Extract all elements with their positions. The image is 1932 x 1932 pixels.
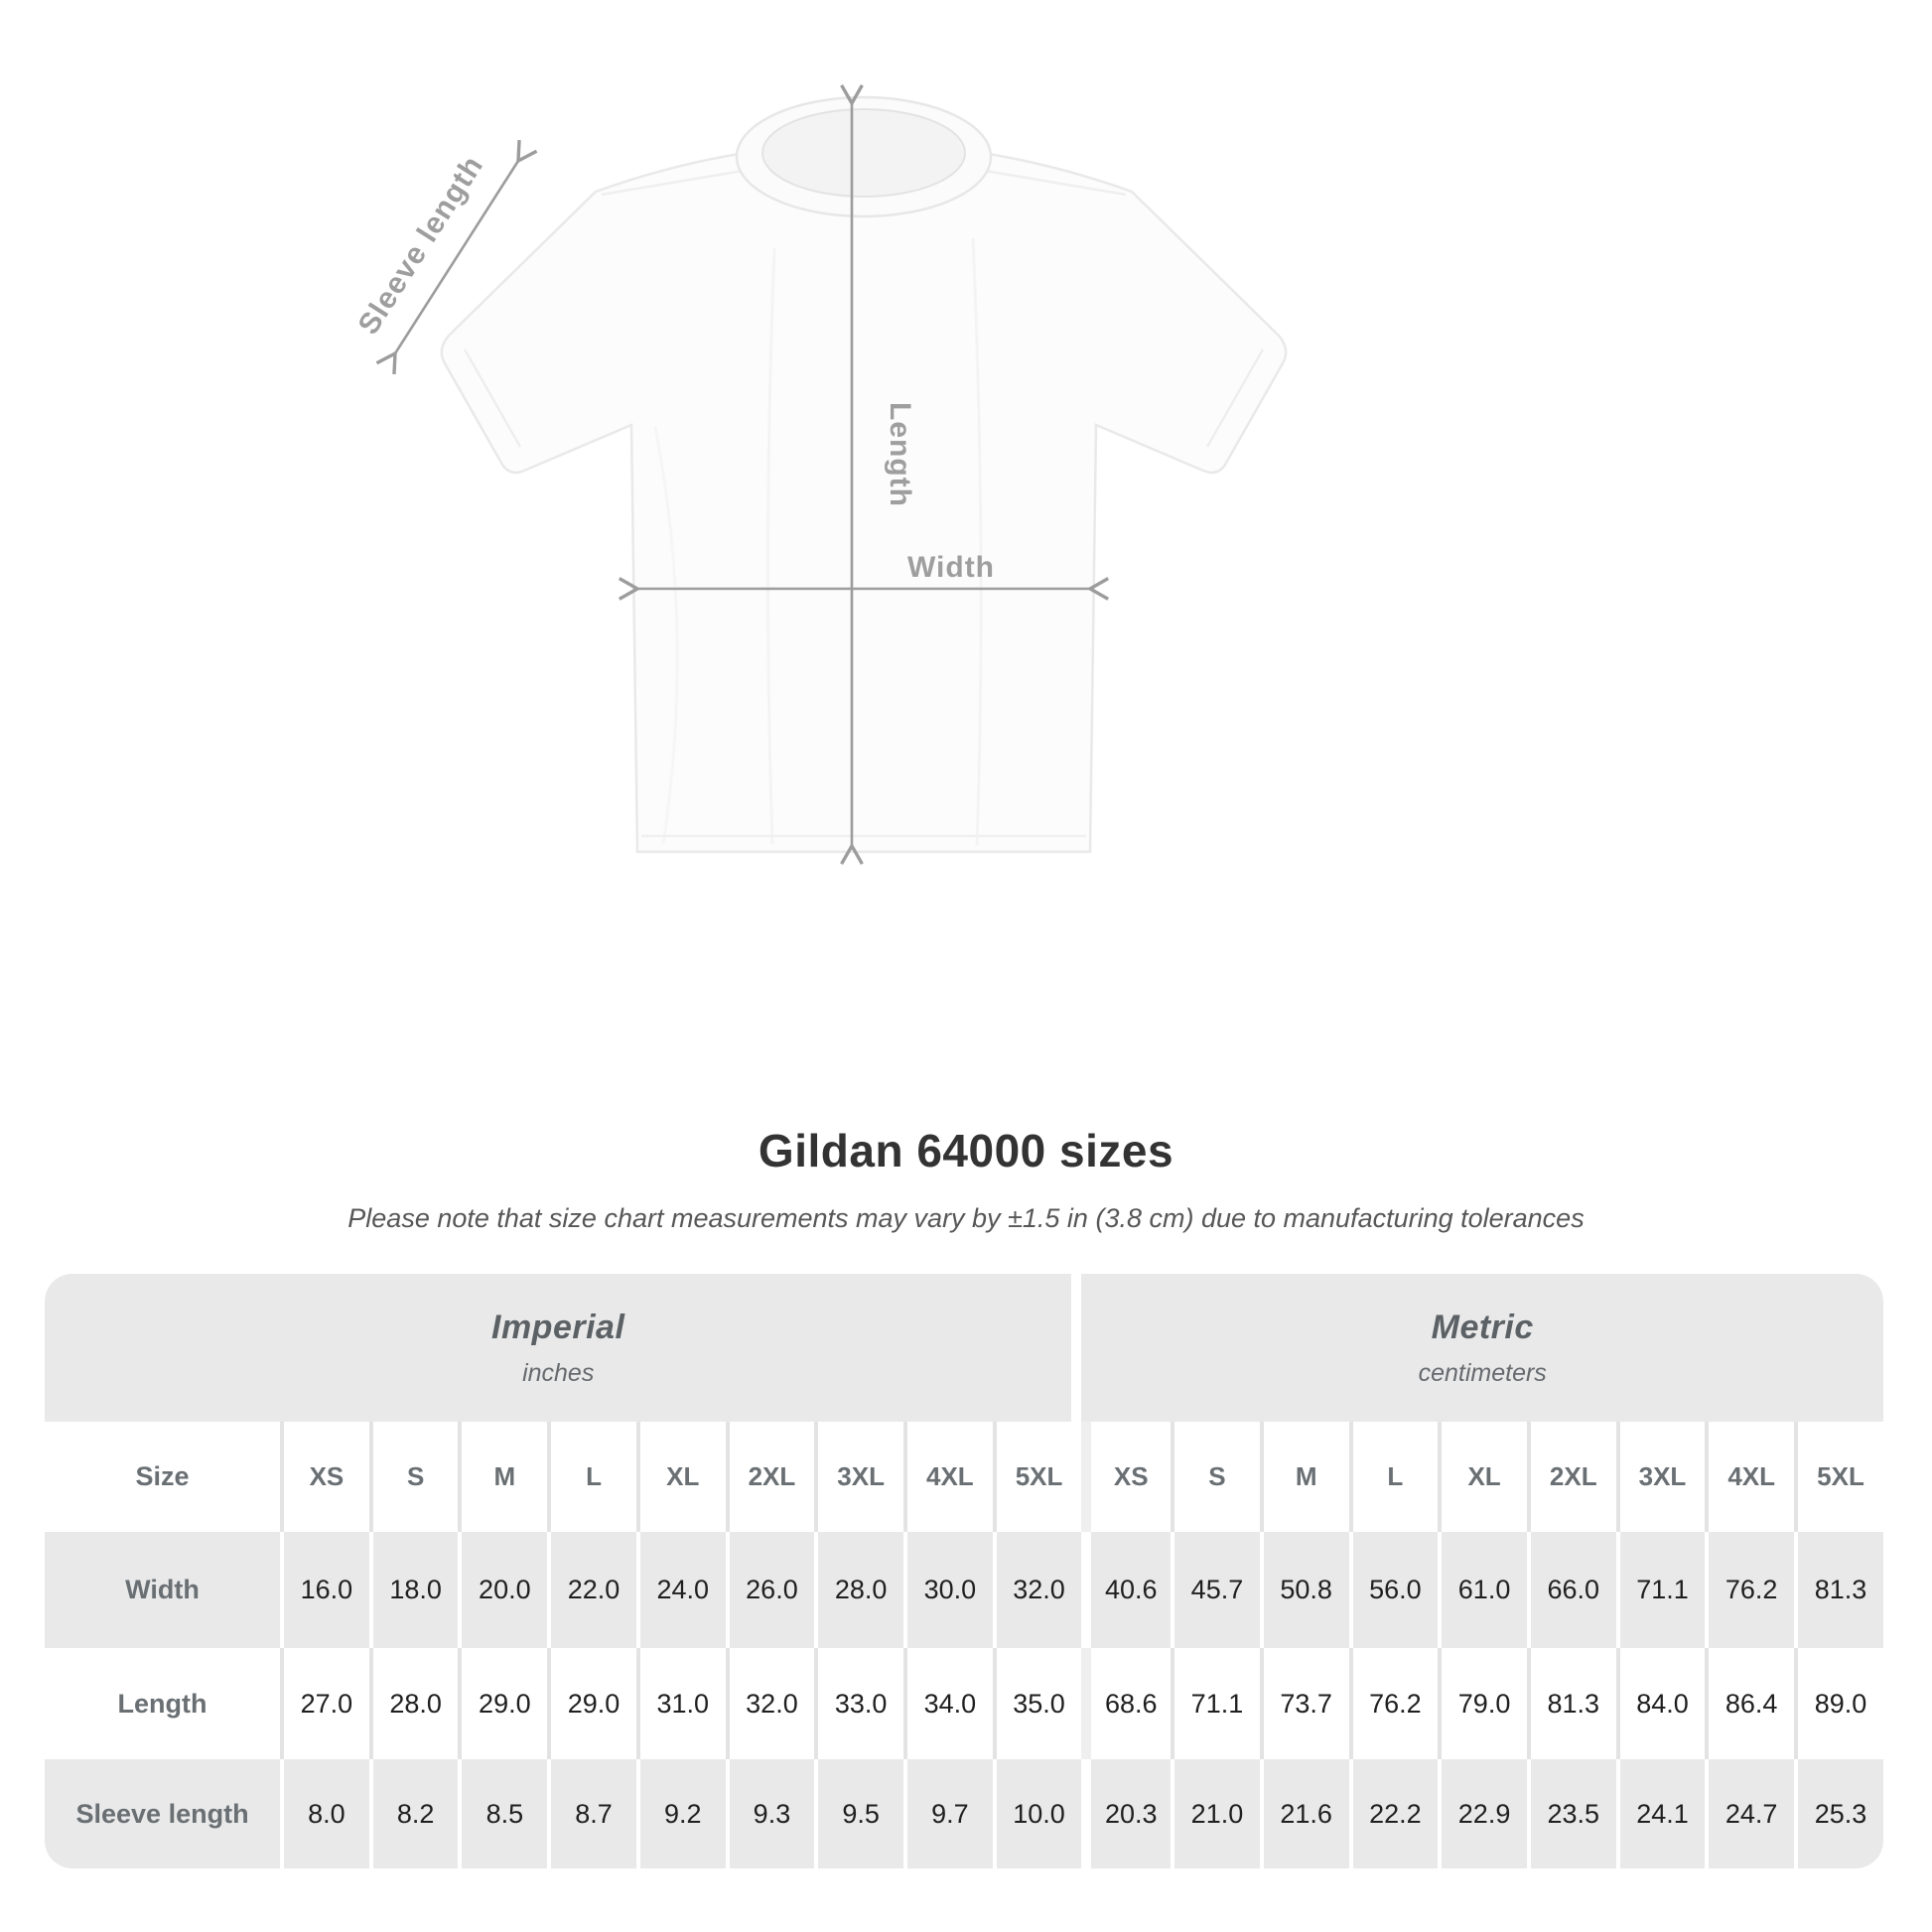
width-value: 76.2 [1705, 1532, 1794, 1648]
size-corner-label: Size [45, 1422, 280, 1532]
sleeve-value: 9.2 [636, 1759, 726, 1868]
imperial-title: Imperial [491, 1308, 625, 1346]
length-value: 35.0 [993, 1648, 1082, 1759]
length-value: 79.0 [1438, 1648, 1527, 1759]
length-value: 34.0 [903, 1648, 993, 1759]
width-value: 40.6 [1081, 1532, 1171, 1648]
size-col-header: L [547, 1422, 636, 1532]
length-value: 89.0 [1794, 1648, 1883, 1759]
size-col-header: XS [1081, 1422, 1171, 1532]
width-value: 30.0 [903, 1532, 993, 1648]
width-value: 56.0 [1349, 1532, 1439, 1648]
width-value: 26.0 [726, 1532, 815, 1648]
length-value: 28.0 [369, 1648, 459, 1759]
size-col-header: 4XL [903, 1422, 993, 1532]
row-label-length: Length [45, 1648, 280, 1759]
tshirt-illustration [442, 97, 1286, 852]
size-col-header: XL [636, 1422, 726, 1532]
size-col-header: XS [280, 1422, 369, 1532]
sleeve-length-label: Sleeve length [351, 149, 490, 341]
imperial-header [45, 1274, 1081, 1422]
width-value: 50.8 [1260, 1532, 1349, 1648]
row-label-sleeve-length: Sleeve length [45, 1759, 280, 1868]
length-label: Length [884, 402, 916, 507]
sleeve-value: 10.0 [993, 1759, 1082, 1868]
width-label: Width [906, 551, 996, 584]
imperial-subtitle: inches [522, 1358, 595, 1387]
size-col-header: 5XL [1794, 1422, 1883, 1532]
metric-title: Metric [1431, 1308, 1534, 1346]
size-header-row [45, 1422, 1883, 1532]
sleeve-value: 8.7 [547, 1759, 636, 1868]
metric-subtitle: centimeters [1418, 1358, 1547, 1387]
size-col-header: S [369, 1422, 459, 1532]
width-row [45, 1532, 1883, 1648]
sleeve-value: 25.3 [1794, 1759, 1883, 1868]
size-col-header: S [1171, 1422, 1260, 1532]
sleeve-value: 8.0 [280, 1759, 369, 1868]
size-col-header: 2XL [1527, 1422, 1616, 1532]
size-col-header: XL [1438, 1422, 1527, 1532]
length-value: 71.1 [1171, 1648, 1260, 1759]
width-value: 71.1 [1616, 1532, 1706, 1648]
size-col-header: M [458, 1422, 547, 1532]
sleeve-value: 8.2 [369, 1759, 459, 1868]
sleeve-value: 24.7 [1705, 1759, 1794, 1868]
size-col-header: L [1349, 1422, 1439, 1532]
width-value: 22.0 [547, 1532, 636, 1648]
tolerance-note: Please note that size chart measurements may vary by ±1.5 in (3.8 cm) due to manufacturing tolerances [347, 1203, 1585, 1233]
sleeve-value: 21.6 [1260, 1759, 1349, 1868]
size-col-header: 3XL [814, 1422, 903, 1532]
row-label-width: Width [45, 1532, 280, 1648]
width-value: 45.7 [1171, 1532, 1260, 1648]
width-value: 20.0 [458, 1532, 547, 1648]
sleeve-value: 9.5 [814, 1759, 903, 1868]
length-value: 86.4 [1705, 1648, 1794, 1759]
size-table [45, 1274, 1883, 1868]
size-col-header: 4XL [1705, 1422, 1794, 1532]
length-value: 33.0 [814, 1648, 903, 1759]
width-value: 61.0 [1438, 1532, 1527, 1648]
collar-opening [762, 109, 965, 197]
size-col-header: 2XL [726, 1422, 815, 1532]
tshirt-body [442, 144, 1286, 853]
length-value: 29.0 [458, 1648, 547, 1759]
sleeve-value: 21.0 [1171, 1759, 1260, 1868]
sleeve-length-row [45, 1759, 1883, 1868]
length-value: 81.3 [1527, 1648, 1616, 1759]
length-value: 27.0 [280, 1648, 369, 1759]
sleeve-value: 8.5 [458, 1759, 547, 1868]
width-value: 81.3 [1794, 1532, 1883, 1648]
length-row [45, 1648, 1883, 1759]
unit-header-row [45, 1274, 1883, 1422]
sleeve-value: 20.3 [1081, 1759, 1171, 1868]
metric-header [1081, 1274, 1883, 1422]
length-value: 76.2 [1349, 1648, 1439, 1759]
width-value: 16.0 [280, 1532, 369, 1648]
sleeve-value: 23.5 [1527, 1759, 1616, 1868]
sleeve-value: 9.3 [726, 1759, 815, 1868]
size-col-header: 5XL [993, 1422, 1082, 1532]
length-value: 29.0 [547, 1648, 636, 1759]
length-value: 84.0 [1616, 1648, 1706, 1759]
length-value: 32.0 [726, 1648, 815, 1759]
length-value: 31.0 [636, 1648, 726, 1759]
width-value: 28.0 [814, 1532, 903, 1648]
page-title: Gildan 64000 sizes [758, 1125, 1174, 1176]
sleeve-value: 24.1 [1616, 1759, 1706, 1868]
width-value: 32.0 [993, 1532, 1082, 1648]
sleeve-value: 22.9 [1438, 1759, 1527, 1868]
size-col-header: M [1260, 1422, 1349, 1532]
width-value: 24.0 [636, 1532, 726, 1648]
sleeve-value: 22.2 [1349, 1759, 1439, 1868]
width-value: 18.0 [369, 1532, 459, 1648]
length-value: 68.6 [1081, 1648, 1171, 1759]
width-value: 66.0 [1527, 1532, 1616, 1648]
sleeve-value: 9.7 [903, 1759, 993, 1868]
size-col-header: 3XL [1616, 1422, 1706, 1532]
length-value: 73.7 [1260, 1648, 1349, 1759]
